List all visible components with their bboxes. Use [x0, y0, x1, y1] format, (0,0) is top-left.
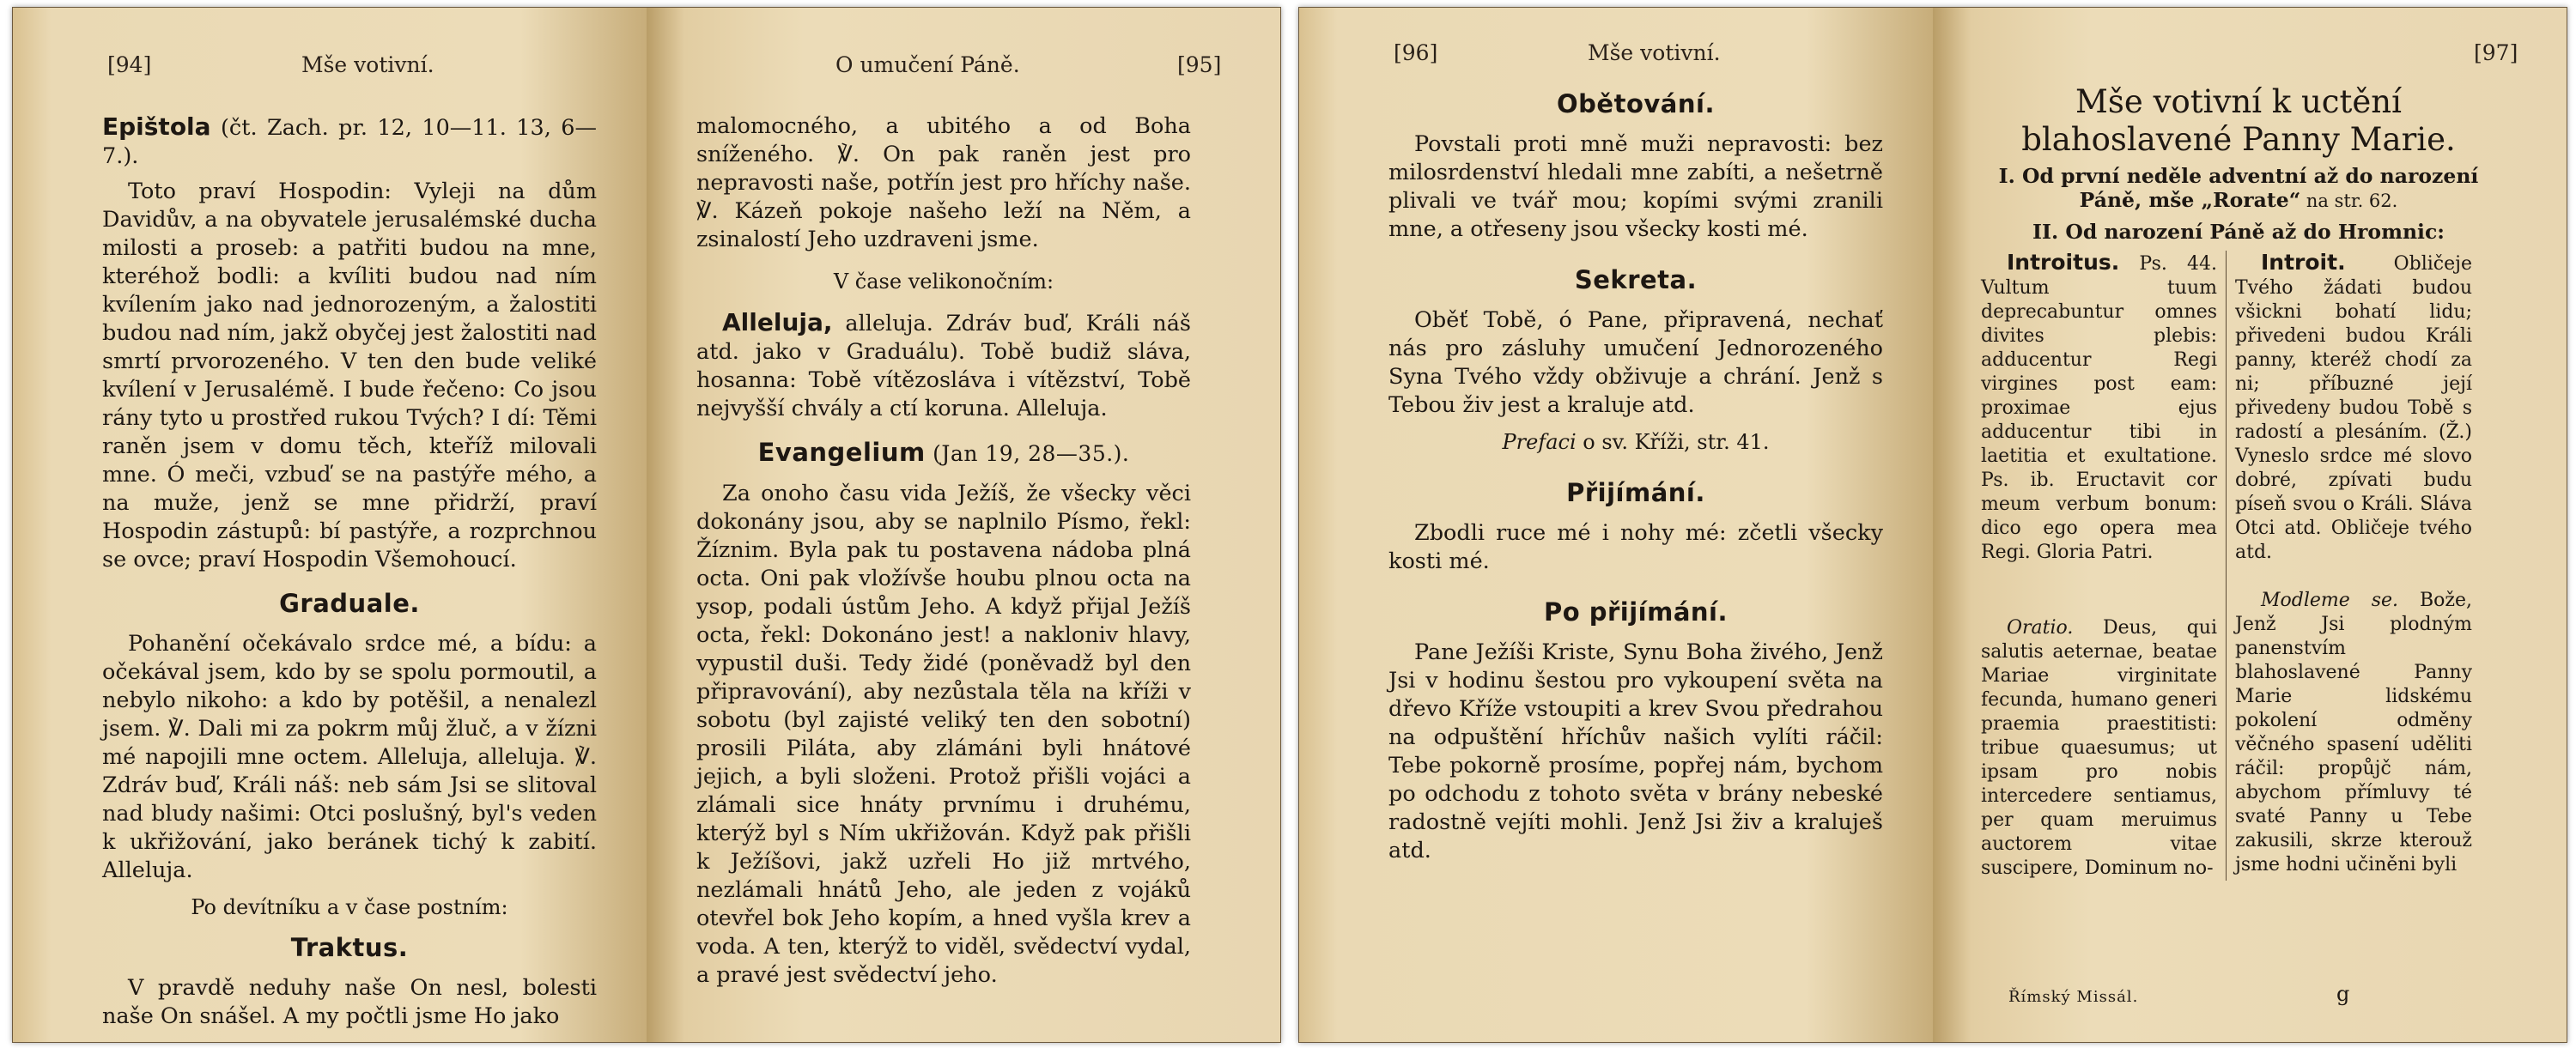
subheading-1-ref: na str. 62. [2300, 191, 2398, 211]
epistola-heading-line [102, 112, 597, 171]
prijimani-heading: Přijímání. [1566, 478, 1705, 507]
modleme-text: Bože, Jenž Jsi plodným panenstvím blahoslavené Panny Marie lidskému pokolení odměny věčného spasení uděliti ráčil: propůjč nám, abychom přímluvy té svaté Panny u Tebe zakusili, skrze kterouž jsme hodni učiněni byli [2235, 590, 2473, 875]
continued-text: malomocného, a ubitého a od Boha sníženého. ℣. On pak raněn jest pro nepravosti naše, potřín jest pro hříchy naše. ℣. Kázeň pokoje našeho leží na Něm, a zsinalostí Jeho uzdraveni jsme. [696, 113, 1191, 252]
po-prijimani-text: Pane Ježíši Kriste, Synu Boha živého, Jenž Jsi v hodinu šestou pro vykoupení světa na dřevo Kříže vstoupiti a krev Svou předrahou na odpuštění hříchův našich vylíti ráčil: Tebe pokorně prosíme, popřej nám, bychom po odchodu z tohoto světa v brány nebeské radostně vejíti mohli. Jenž Jsi živ a kraluješ atd. [1388, 639, 1883, 863]
subheading-2: II. Od narození Páně až do Hromnic: [2032, 220, 2445, 244]
book-spread-left [12, 7, 1281, 1043]
introitus-ref: Ps. 44. [2119, 253, 2217, 275]
alleluja-text: alleluja. Zdráv buď, Králi náš atd. jako v Graduálu). Tobě budiž sláva, hosanna: Tobě vítězoslávа i vítězství, Tobě nejvyšší chvály a ctí koruna. Alleluja. [696, 311, 1191, 421]
running-head [1299, 40, 1933, 75]
prijimani-text: Zbodli ruce mé i nohy mé: zčetli všecky kosti mé. [1388, 520, 1883, 574]
page-number: [97] [2474, 40, 2518, 65]
modleme-label: Modleme se. [2261, 590, 2399, 611]
running-title: Mše votivní. [301, 52, 434, 77]
parallel-columns [1981, 251, 2496, 881]
signature-mark: Římský Missál. [2008, 988, 2139, 1006]
book-spread-right [1298, 7, 2567, 1043]
po-prijimani-heading: Po přijímání. [1543, 597, 1728, 627]
rubric: Po devítníku a v čase postním: [191, 895, 508, 919]
sekreta-text: Oběť Tobě, ó Pane, připravená, nechať nás pro zásluhy umučení Jednorozeného Syna Tvého vždy obživuje a chrání. Jenž s Tebou živ jest a kraluje atd. [1388, 307, 1883, 418]
rubric: V čase velikonočním: [833, 270, 1054, 294]
page-body [1388, 90, 1883, 872]
czech-modleme [2235, 589, 2472, 877]
alleluja-paragraph [696, 308, 1191, 423]
page-body [696, 112, 1191, 997]
latin-column [1981, 251, 2227, 881]
signature-letter: g [2336, 982, 2351, 1006]
obetovani-text: Povstali proti mně muži nepravosti: bez milosrdenství hledali mne zabíti, a nešetrně plivali ve tvář mou; kopími svými zranili mne, a otřeseny jsou všecky kosti mé. [1388, 131, 1883, 242]
running-head [13, 52, 647, 87]
page-body [1981, 83, 2496, 881]
epistola-heading: Epištola [102, 112, 211, 141]
introitus-text: Vultum tuum deprecabuntur omnes divites plebis: adducentur Regi virgines post eam: proximae ejus adducentur tibi in laetitia et exultatione. Ps. ib. Eructavit cor meum verbum bonum: dico ego opera mea Regi. Gloria Patri. [1981, 277, 2217, 563]
traktus-text: V pravdě neduhy naše On nesl, bolesti naše On snášel. A my počtli jsme Ho jako [102, 975, 597, 1029]
graduale-heading: Graduale. [279, 589, 420, 618]
running-head [647, 52, 1280, 87]
sekreta-heading: Sekreta. [1574, 265, 1698, 294]
evangelium-heading: Evangelium [757, 438, 926, 467]
oratio-text: Deus, qui salutis aeternae, beatae Mariae virginitate fecunda, humano generi praemia praestitisti: tribue quaesumus; ut ipsam pro nobis intercedere sentiamus, per quam meruimus auctorem vitae suscipere, Dominum no- [1981, 617, 2217, 879]
obetovani-heading: Obětování. [1557, 89, 1715, 118]
mass-title: Mše votivní k uctění blahoslavené Panny Marie. [2021, 83, 2456, 158]
prefaci-line [1388, 428, 1883, 457]
page-94 [13, 8, 647, 1042]
subheading-1-text: I. Od první neděle adventní až do narození Páně, mše „Rorate“ [1998, 164, 2479, 212]
page-96 [1299, 8, 1933, 1042]
page-97 [1933, 8, 2567, 1042]
introitus-heading: Introitus. [2007, 250, 2120, 275]
running-title: O umučení Páně. [835, 52, 1020, 77]
epistola-text: Toto praví Hospodin: Vyleji na dům Davidův, a na obyvatele jerusalémské ducha milosti a proseb: a patřiti budou na mne, kteréhož bodli: a kvíliti budou nad ním kvílením jako nad jednorozeným, a žalostiti budou nad ním, jakž obyčej jest žalostiti nad smrtí prvorozeného. V ten den bude veliké kvílení v Jerusalémě. I bude řečeno: Co jsou rány tyto u prostřed rukou Tvých? I dí: Těmi raněn jsem v domu těch, kteříž milovali mne. Ó meči, vzbuď se na pastýře mého, a na muže, jenž se mne přidrží, praví Hospodin zástupů: bí pastýře, a rozprchnou se ovce; praví Hospodin Všemohoucí. [102, 179, 597, 572]
epistola-reference: (čt. Zach. pr. 12, 10—11. 13, 6—7.). [102, 115, 597, 169]
page-number: [95] [1177, 52, 1222, 77]
oratio-label: Oratio. [2007, 617, 2074, 639]
running-title: Mše votivní. [1588, 40, 1721, 65]
evangelium-reference: (Jan 19, 28—35.). [925, 441, 1130, 466]
page-number: [94] [107, 52, 152, 77]
page-number: [96] [1394, 40, 1438, 65]
latin-introitus [1981, 251, 2217, 565]
prefaci-label: Prefaci [1502, 430, 1577, 454]
evangelium-heading-line [696, 439, 1191, 468]
alleluja-heading: Alleluja, [722, 308, 833, 336]
evangelium-text: Za onoho času vida Ježíš, že všecky věci dokonány jsou, aby se naplnilo Písmo, řekl: Žíznim. Byla pak tu postavena nádoba plná octa. Oni pak vložívše houbu plnou octa na ysop, podali ústům Jeho. A když přijal Ježíš octa, řekl: Dokonáno jest! a nakloniv hlavy, vypustil duši. Tedy židé (poněvadž byl den připravování), aby nezůstala těla na kříži v sobotu (byl zajisté veliký ten den sobotní) prosili Piláta, aby zlámáni byli hnátové jejich, a byli složeni. Protož přišli vojáci a zlámali sice hnáty prvnímu i druhému, kterýž byl s Ním ukřižován. Když pak přišli k Ježíšovi, jakž uzřeli Ho již mrtvého, nezlámali hnátů Jeho, ale jeden z vojáků otevřel bok Jeho kopím, a hned vyšla krev a voda. A ten, kterýž to viděl, svědectví vydal, a pravé jest svědectví jeho. [696, 481, 1191, 988]
introit-heading: Introit. [2261, 250, 2346, 275]
page-body [102, 112, 597, 1038]
running-head [1933, 40, 2567, 75]
graduale-text: Pohanění očekávalo srdce mé, a bídu: a očekával jsem, kdo by se spolu pormoutil, a nebylo nikoho: a kdo by potěšil, a nenalezl jsem. ℣. Dali mi za pokrm můj žluč, a v žízni mé napojili mne octem. Alleluja, alleluja. ℣. Zdráv buď, Králi náš: neb sám Jsi se slitoval nad bludy našimi: Otci poslušný, byl's veden k ukřižování, jako beránek tichý k zabití. Alleluja. [102, 631, 597, 883]
traktus-heading: Traktus. [290, 933, 409, 962]
page-95 [647, 8, 1280, 1042]
latin-oratio [1981, 616, 2217, 881]
czech-column [2227, 251, 2472, 881]
subheading-1 [1981, 164, 2496, 213]
introit-text: Obličeje Tvého žádati budou všickni bohatí lidu; přivedeni budou Králi panny, kteréž chodí za ni; příbuzné její přivedeny budou Tobě s radostí a plesáním. (Ž.) Vyneslo srdce mé slovo dobré, zpívati budu píseň svou o Králi. Sláva Otci atd. Obličeje tvého atd. [2235, 253, 2472, 563]
czech-introit [2235, 251, 2472, 565]
prefaci-text: o sv. Kříži, str. 41. [1576, 430, 1770, 454]
